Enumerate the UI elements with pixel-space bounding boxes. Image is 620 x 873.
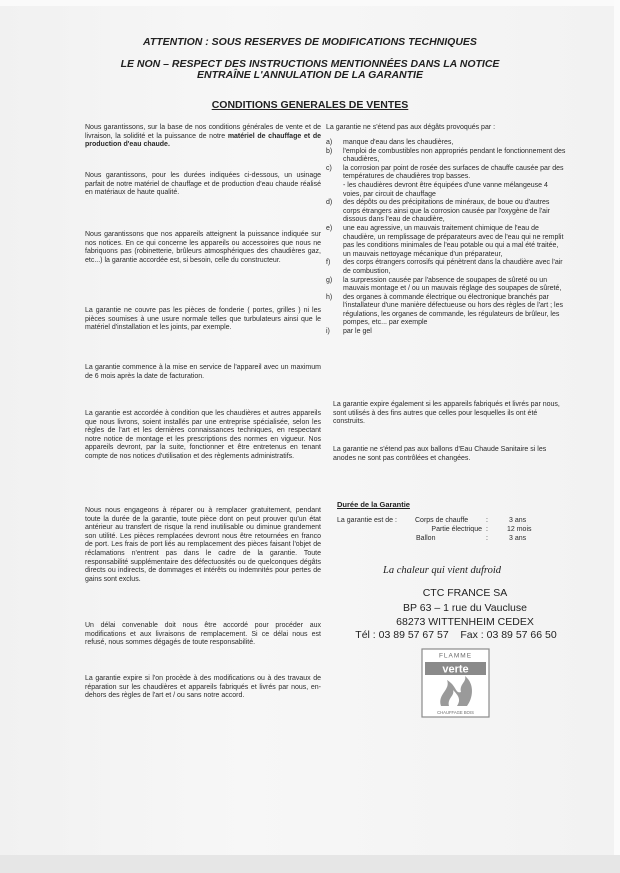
svg-text:CHAUFFAGE BOIS: CHAUFFAGE BOIS [437,710,474,715]
left-paragraph-1-text: Nous garantissons, sur la base de nos conditions générales de vente et de livraison, la solidité et la puissance de notre [85,124,321,140]
company-name: CTC FRANCE SA [422,587,508,599]
warning-line-2: ENTRAÎNE L'ANNULATION DE LA GARANTIE [197,69,423,81]
left-paragraph-6: La garantie est accordée à condition que les chaudières et autres appareils que nous livrons, soient installés par une entreprise spécialisée, selon les règles de l'art et les dernières connaissances techniques, en respectant notre notice de montage et les prescriptions des normes en vigueur. Nos appareils devront, par la suite, fonctionner et être entretenus en tenant compte de nos notices d'utilisation et des règlements administratifs. [85,410,321,460]
list-item: i) par le gel [326,328,372,336]
list-item: b) l'emploi de combustibles non appropriés pendant le fonctionnement des chaudières, [326,147,566,164]
left-paragraph-2: Nous garantissons, pour les durées indiquées ci-dessous, un usinage parfait de notre matériel de chauffage et de production d'eau chaude réalisé en matériaux de haute qualité. [85,172,321,197]
scan-top-edge [0,0,620,6]
duration-label-3: Ballon [416,535,436,542]
scan-bottom-band [0,855,620,873]
svg-text:FLAMME: FLAMME [438,652,473,660]
company-address-1: BP 63 – 1 rue du Vaucluse [403,602,527,614]
duration-sep-2: : [486,526,488,533]
duration-label-1: Corps de chauffe [415,517,469,524]
exclusions-intro: La garantie ne s'étend pas aux dégâts provoqués par : [326,124,496,131]
warranty-warning-heading [60,59,560,81]
flamme-verte-logo [421,648,490,718]
company-phones: Tél : 03 89 57 67 57 Fax : 03 89 57 66 50 [355,629,557,641]
left-paragraph-8: Un délai convenable doit nous être accordé pour procéder aux modifications et aux livraisons de remplacement. Si ce délai nous est refusé, nous sommes dégagés de toute responsabilité. [85,622,321,647]
warning-line-1: LE NON – RESPECT DES INSTRUCTIONS MENTIONNÉES DANS LA NOTICE [120,58,500,70]
list-item: e) une eau agressive, un mauvais traitement chimique de l'eau de chaudière, un remplissage de préparateurs avec de l'eau qui ne remplit pas les conditions minimales de l'eau potable ou qui a mal été traitée, un mauvais nettoyage mécanique d'un préparateur, [326,224,564,258]
list-item: f) des corps étrangers corrosifs qui pénètrent dans la chaudière avec l'air de combustion, [326,259,563,275]
list-item: g) la surpression causée par l'absence de soupapes de sûreté ou un mauvais montage et / ou un mauvais réglage des soupapes de sûreté, [326,276,562,293]
left-paragraph-4: La garantie ne couvre pas les pièces de fonderie ( portes, grilles ) ni les pièces soumises à une usure normale telles que turbulateurs ainsi que le matériel d'installation et les joints, par exemple. [85,307,321,332]
list-item: c) la corrosion par point de rosée des surfaces de chauffe causée par des températures de chaudières trop basses. [326,164,564,181]
left-paragraph-1-bold: matériel de chauffage et de production d'eau chaude. [85,132,321,149]
company-tagline: La chaleur qui vient dufroid [383,565,502,576]
exclusions-list [326,139,568,337]
ballons-paragraph: La garantie ne s'étend pas aux ballons d'Eau Chaude Sanitaire si les anodes ne sont pas contrôlées et changées. [333,446,547,462]
list-item: a) manque d'eau dans les chaudières, [326,139,454,146]
left-paragraph-9: La garantie expire si l'on procède à des modifications ou à des travaux de réparation sur les chaudières et appareils fabriqués et livrés par nous, en-dehors des règles de l'art et / ou sans notre accord. [85,675,321,700]
section-title: CONDITIONS GENERALES DE VENTES [211,99,409,111]
attention-heading: ATTENTION : SOUS RESERVES DE MODIFICATIONS TECHNIQUES [143,36,477,48]
left-paragraph-5: La garantie commence à la mise en service de l'appareil avec un maximum de 6 mois après la date de facturation. [85,364,321,380]
duration-value-2: 12 mois [507,526,532,533]
left-paragraph-7: Nous nous engageons à réparer ou à remplacer gratuitement, pendant toute la durée de la garantie, toute pièce dont on peut prouver qu'un état antérieur au transfert de risque la rend inutilisable ou diminue grandement son utilité. Les pièces remplacées devront nous être retournées en franco de port. Les frais de port liés au remplacement des pièces faisant l'objet de réclamations n'entrent pas dans le cadre de la garantie. Toute responsabilité supplémentaire des défectuosités ou de quelconques dégâts directs ou indirects, de dommages et intérêts ou indemnités pour pertes de gains sont exclus. [85,507,321,583]
list-item: h) des organes à commande électrique ou électronique branchés par l'installateur d'une manière défectueuse ou hors des règles de l'art ; les régulations, les organes de commande, les régulateurs de brûleur, les pompes, etc... par exemple [326,293,563,327]
duration-intro: La garantie est de : [337,517,397,524]
left-paragraph-1 [85,124,321,150]
duration-value-3: 3 ans [509,535,527,542]
company-address-2: 68273 WITTENHEIM CEDEX [396,616,534,628]
scan-right-edge [614,0,620,873]
svg-text:verte: verte [442,663,469,676]
duration-sep-3: : [486,535,488,542]
duration-value-1: 3 ans [509,517,527,524]
duration-sep-1: : [486,517,488,524]
left-paragraph-3: Nous garantissons que nos appareils atteignent la puissance indiquée sur nos notices. En ce qui concerne les appareils ou accessoires que nous ne fabriquons pas (robinetterie, brûleurs atmosphériques des chaudières gaz, etc...) la garantie accordée est, si besoin, celle du constructeur. [85,231,321,264]
flame-icon [421,648,490,718]
list-item: d) des dépôts ou des précipitations de minéraux, de boue ou d'autres corps étrangers ainsi que la corrosion causée par l'oxygène de l'air dissous dans l'eau de chaudière, [326,199,550,224]
list-item: - les chaudières devront être équipées d'une vanne mélangeuse 4 voies, par circuit de chauffage [343,181,548,198]
expire-paragraph: La garantie expire également si les appareils fabriqués et livrés par nous, sont utilisés à des fins autres que celles pour lesquelles ils ont été construits. [333,401,560,426]
duration-title: Durée de la Garantie [337,500,410,509]
duration-label-2: Partie électrique [431,526,482,533]
